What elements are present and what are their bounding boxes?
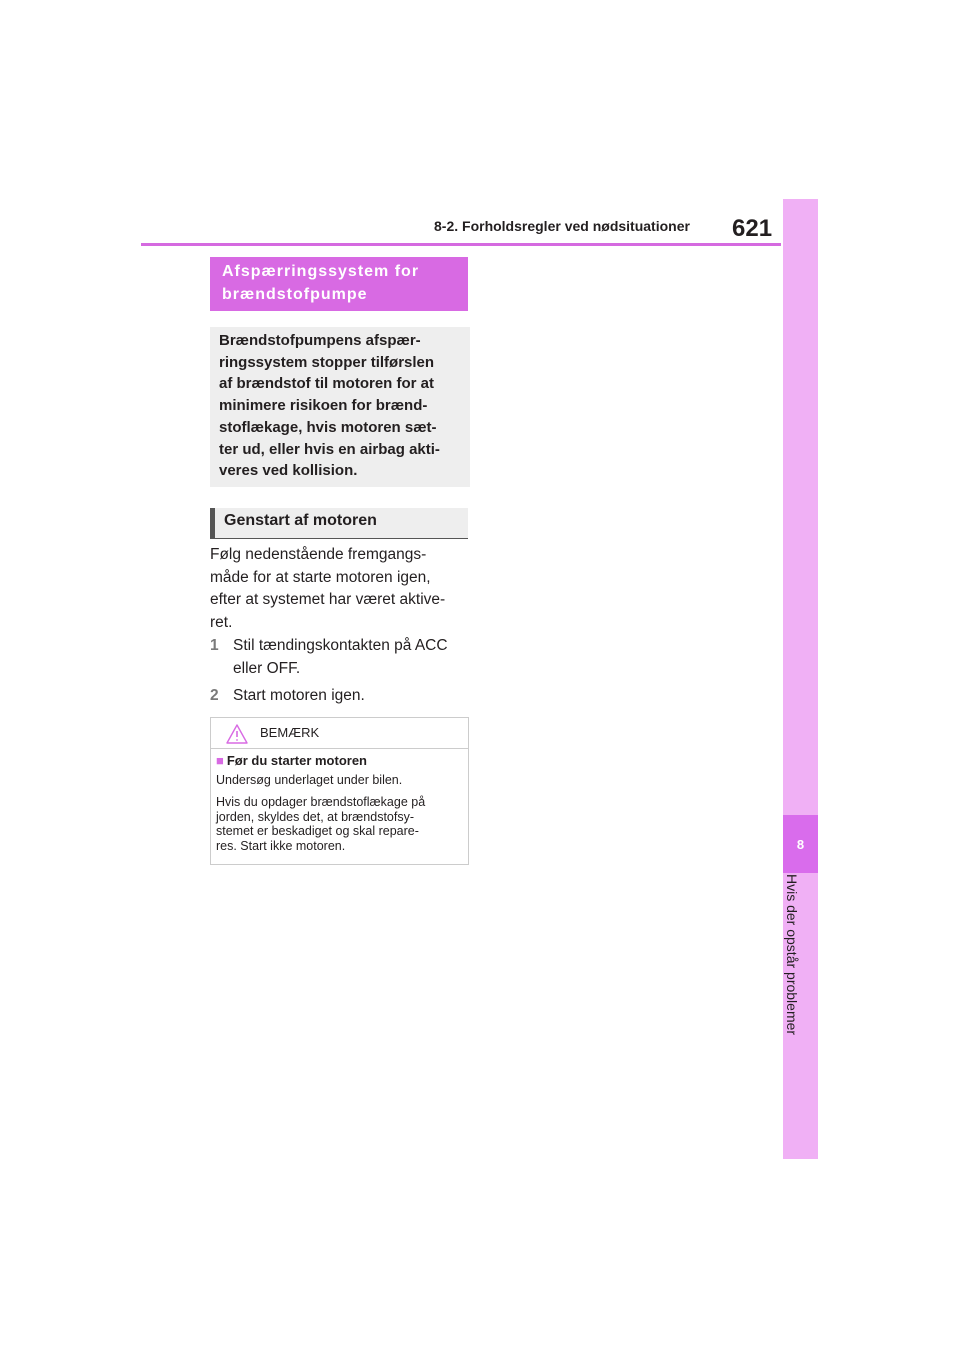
body-line: ret.	[210, 613, 233, 631]
body-paragraph	[210, 544, 470, 634]
summary-line: minimere risikoen for brænd-	[219, 397, 428, 415]
chapter-number: 8	[783, 815, 818, 873]
step-number: 1	[210, 637, 219, 654]
body-line: Følg nedenstående fremgangs-	[210, 546, 427, 563]
step-text	[233, 685, 463, 708]
step-line: eller OFF.	[233, 659, 301, 677]
summary-line: ringssystem stopper tilførslen	[219, 353, 435, 371]
step-number: 2	[210, 687, 219, 704]
step-line: Stil tændingskontakten på ACC	[233, 637, 448, 654]
summary-line: af brændstof til motoren for at	[219, 375, 434, 393]
section-banner	[210, 257, 468, 311]
notice-line: Hvis du opdager brændstoflækage på	[216, 795, 426, 809]
notice-line: res. Start ikke motoren.	[216, 838, 346, 853]
summary-line: ter ud, eller hvis en airbag akti-	[219, 440, 440, 458]
notice-paragraph-2	[216, 795, 461, 853]
summary-box	[210, 327, 470, 487]
notice-paragraph-1: Undersøg underlaget under bilen.	[216, 773, 403, 787]
header-rule	[141, 243, 781, 246]
notice-title: BEMÆRK	[260, 725, 320, 740]
notice-subtitle-text: Før du starter motoren	[226, 753, 367, 768]
summary-line: veres ved kollision.	[219, 462, 358, 480]
step-line: Start motoren igen.	[233, 687, 365, 704]
notice-subtitle	[216, 753, 367, 768]
chapter-label-text: Hvis der opstår problemer	[784, 874, 800, 1036]
warning-triangle-icon	[226, 724, 248, 744]
notice-box	[210, 717, 469, 865]
body-line: efter at systemet har været aktive-	[210, 591, 446, 608]
square-bullet-icon: ■	[216, 753, 224, 768]
notice-header	[211, 718, 468, 749]
body-line: måde for at starte motoren igen,	[210, 568, 431, 586]
banner-line-2: brændstofpumpe	[222, 286, 368, 303]
section-header: 8-2. Forholdsregler ved nødsituationer	[434, 218, 690, 234]
summary-line: Brændstofpumpens afspær-	[219, 332, 421, 349]
subheading: Genstart af motoren	[210, 508, 468, 539]
summary-line: stoflækage, hvis motoren sæt-	[219, 418, 437, 436]
page-number: 621	[732, 215, 773, 242]
banner-line-1: Afspærringssystem for	[222, 263, 420, 280]
notice-line: jorden, skyldes det, at brændstofsy-	[216, 809, 415, 824]
notice-line: stemet er beskadiget og skal repare-	[216, 824, 419, 838]
step-text	[233, 635, 463, 680]
